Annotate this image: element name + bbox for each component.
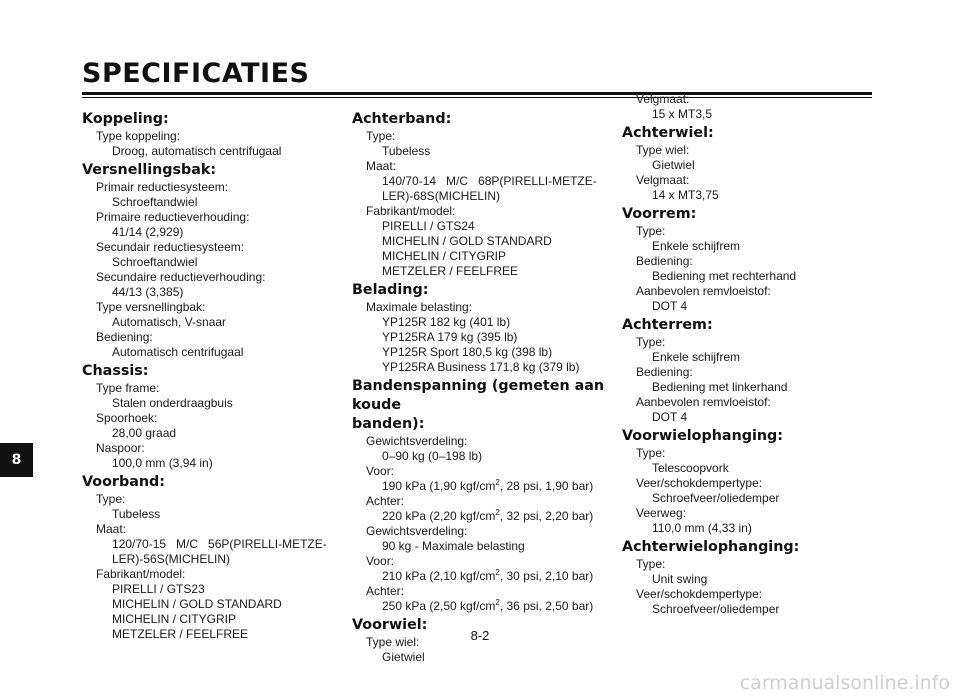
spec-value: Enkele schijfrem xyxy=(652,350,741,364)
spec-value: Bediening met linkerhand xyxy=(652,380,788,394)
watermark: carmanualsonline.info xyxy=(739,672,950,694)
spec-label: Type: xyxy=(636,335,666,349)
spec-value: PIRELLI / GTS24 xyxy=(382,219,475,233)
spec-value: LER)-68S(MICHELIN) xyxy=(382,189,501,203)
section-heading-achterwiel: Achterwiel: xyxy=(622,125,714,141)
spec-label: Maat: xyxy=(96,522,127,536)
spec-value: Tubeless xyxy=(382,144,431,158)
spec-label: Achter: xyxy=(366,494,405,508)
section-heading-achterwielophanging: Achterwielophanging: xyxy=(622,539,800,555)
spec-value: Stalen onderdraagbuis xyxy=(112,396,233,410)
spec-label: Type: xyxy=(636,446,666,460)
spec-value: 100,0 mm (3,94 in) xyxy=(112,456,213,470)
spec-value: MICHELIN / CITYGRIP xyxy=(112,612,237,626)
spec-label: Type: xyxy=(96,492,126,506)
spec-value: MICHELIN / GOLD STANDARD xyxy=(382,234,552,248)
spec-value: 120/70-15 M/C 56P(PIRELLI-METZE- xyxy=(112,537,327,551)
spec-value: Telescoopvork xyxy=(652,461,729,475)
spec-label: Secundair reductiesysteem: xyxy=(96,240,245,254)
spec-label: Velgmaat: xyxy=(636,173,690,187)
spec-label: Veer/schokdempertype: xyxy=(636,476,763,490)
spec-value: METZELER / FEELFREE xyxy=(112,627,249,641)
spec-value: Schroeftandwiel xyxy=(112,195,198,209)
spec-value: Enkele schijfrem xyxy=(652,239,741,253)
spec-label: Spoorhoek: xyxy=(96,411,158,425)
spec-label: Type wiel: xyxy=(636,143,690,157)
section-heading-bandenspanning: Bandenspanning (gemeten aan koude xyxy=(352,378,605,413)
spec-label: Achter: xyxy=(366,584,405,598)
spec-value: Droog, automatisch centrifugaal xyxy=(112,144,282,158)
spec-value: 41/14 (2,929) xyxy=(112,225,184,239)
spec-label: Bediening: xyxy=(636,254,693,268)
spec-label: Type wiel: xyxy=(366,635,420,649)
spec-value: YP125RA Business 171,8 kg (379 lb) xyxy=(382,360,580,374)
page-number: 8-2 xyxy=(470,628,490,643)
superscript: 2 xyxy=(495,568,500,577)
spec-value: PIRELLI / GTS23 xyxy=(112,582,205,596)
spec-value: Schroefveer/oliedemper xyxy=(652,602,780,616)
spec-value: Automatisch centrifugaal xyxy=(112,345,244,359)
superscript: 2 xyxy=(495,598,500,607)
spec-value: YP125RA 179 kg (395 lb) xyxy=(382,330,518,344)
superscript: 2 xyxy=(495,508,500,517)
spec-label: Aanbevolen remvloeistof: xyxy=(636,284,771,298)
section-heading-bandenspanning-cont: banden): xyxy=(352,416,425,432)
spec-value: 14 x MT3,75 xyxy=(652,188,719,202)
spec-value-pressure xyxy=(352,599,610,614)
spec-label: Gewichtsverdeling: xyxy=(366,524,468,538)
section-heading-voorband: Voorband: xyxy=(82,474,165,490)
spec-label: Secundaire reductieverhouding: xyxy=(96,270,266,284)
spec-value-pressure xyxy=(352,479,610,494)
spec-label: Bediening: xyxy=(636,365,693,379)
spec-value: Schroeftandwiel xyxy=(112,255,198,269)
section-heading-koppeling: Koppeling: xyxy=(82,111,169,127)
spec-value-pressure xyxy=(352,569,610,584)
spec-value: Gietwiel xyxy=(652,158,695,172)
section-heading-voorwiel: Voorwiel: xyxy=(352,617,428,633)
pressure-text: 210 kPa (2,10 kgf/cm xyxy=(382,569,496,583)
spec-value: METZELER / FEELFREE xyxy=(382,264,519,278)
spec-value: Bediening met rechterhand xyxy=(652,269,797,283)
section-heading-voorrem: Voorrem: xyxy=(622,206,697,222)
pressure-text: 250 kPa (2,50 kgf/cm xyxy=(382,599,496,613)
spec-label: Maat: xyxy=(366,159,397,173)
spec-column-1 xyxy=(82,108,337,642)
spec-column-2 xyxy=(352,108,610,665)
spec-label: Naspoor: xyxy=(96,441,145,455)
spec-value: MICHELIN / CITYGRIP xyxy=(382,249,507,263)
spec-label: Maximale belasting: xyxy=(366,300,473,314)
spec-label: Fabrikant/model: xyxy=(366,204,456,218)
pressure-text: , 32 psi, 2,20 bar) xyxy=(499,509,594,523)
spec-value: 90 kg - Maximale belasting xyxy=(382,539,525,553)
spec-label: Voor: xyxy=(366,554,395,568)
spec-label: Gewichtsverdeling: xyxy=(366,434,468,448)
spec-value: 28,00 graad xyxy=(112,426,177,440)
pressure-text: , 36 psi, 2,50 bar) xyxy=(499,599,594,613)
spec-value-pressure xyxy=(352,509,610,524)
spec-label: Primaire reductieverhouding: xyxy=(96,210,250,224)
spec-value: Gietwiel xyxy=(382,650,425,664)
superscript: 2 xyxy=(495,478,500,487)
spec-label: Voor: xyxy=(366,464,395,478)
spec-label: Aanbevolen remvloeistof: xyxy=(636,395,771,409)
spec-value: Schroefveer/oliedemper xyxy=(652,491,780,505)
spec-value: YP125R Sport 180,5 kg (398 lb) xyxy=(382,345,553,359)
spec-label: Type koppeling: xyxy=(96,129,181,143)
spec-value: Unit swing xyxy=(652,572,708,586)
pressure-text: , 30 psi, 2,10 bar) xyxy=(499,569,594,583)
page-title: SPECIFICATIES xyxy=(82,58,310,89)
spec-value: DOT 4 xyxy=(652,299,688,313)
section-heading-achterrem: Achterrem: xyxy=(622,317,713,333)
spec-value: 0–90 kg (0–198 lb) xyxy=(382,449,483,463)
spec-value: Tubeless xyxy=(112,507,161,521)
spec-value: 110,0 mm (4,33 in) xyxy=(652,521,752,535)
spec-label: Bediening: xyxy=(96,330,153,344)
spec-label: Type: xyxy=(366,129,396,143)
pressure-text: 220 kPa (2,20 kgf/cm xyxy=(382,509,496,523)
spec-label: Type versnellingbak: xyxy=(96,300,206,314)
spec-value: 44/13 (3,385) xyxy=(112,285,184,299)
spec-value: 15 x MT3,5 xyxy=(652,107,713,121)
spec-label: Type frame: xyxy=(96,381,160,395)
pressure-text: 190 kPa (1,90 kgf/cm xyxy=(382,479,496,493)
spec-value: YP125R 182 kg (401 lb) xyxy=(382,315,511,329)
section-heading-voorwielophanging: Voorwielophanging: xyxy=(622,428,784,444)
section-heading-chassis: Chassis: xyxy=(82,363,149,379)
spec-label: Veer/schokdempertype: xyxy=(636,587,763,601)
spec-value: 140/70-14 M/C 68P(PIRELLI-METZE- xyxy=(382,174,597,188)
chapter-tab: 8 xyxy=(0,443,33,477)
spec-label: Velgmaat: xyxy=(636,92,690,106)
spec-label: Fabrikant/model: xyxy=(96,567,186,581)
spec-label: Type: xyxy=(636,224,666,238)
section-heading-versnellingsbak: Versnellingsbak: xyxy=(82,162,217,178)
spec-value: DOT 4 xyxy=(652,410,688,424)
pressure-text: , 28 psi, 1,90 bar) xyxy=(499,479,594,493)
spec-value: Automatisch, V-snaar xyxy=(112,315,227,329)
spec-label: Primair reductiesysteem: xyxy=(96,180,229,194)
section-heading-achterband: Achterband: xyxy=(352,111,452,127)
spec-column-3 xyxy=(622,92,872,617)
spec-value: MICHELIN / GOLD STANDARD xyxy=(112,597,282,611)
spec-label: Veerweg: xyxy=(636,506,687,520)
section-heading-belading: Belading: xyxy=(352,282,429,298)
spec-label: Type: xyxy=(636,557,666,571)
spec-value: LER)-56S(MICHELIN) xyxy=(112,552,231,566)
